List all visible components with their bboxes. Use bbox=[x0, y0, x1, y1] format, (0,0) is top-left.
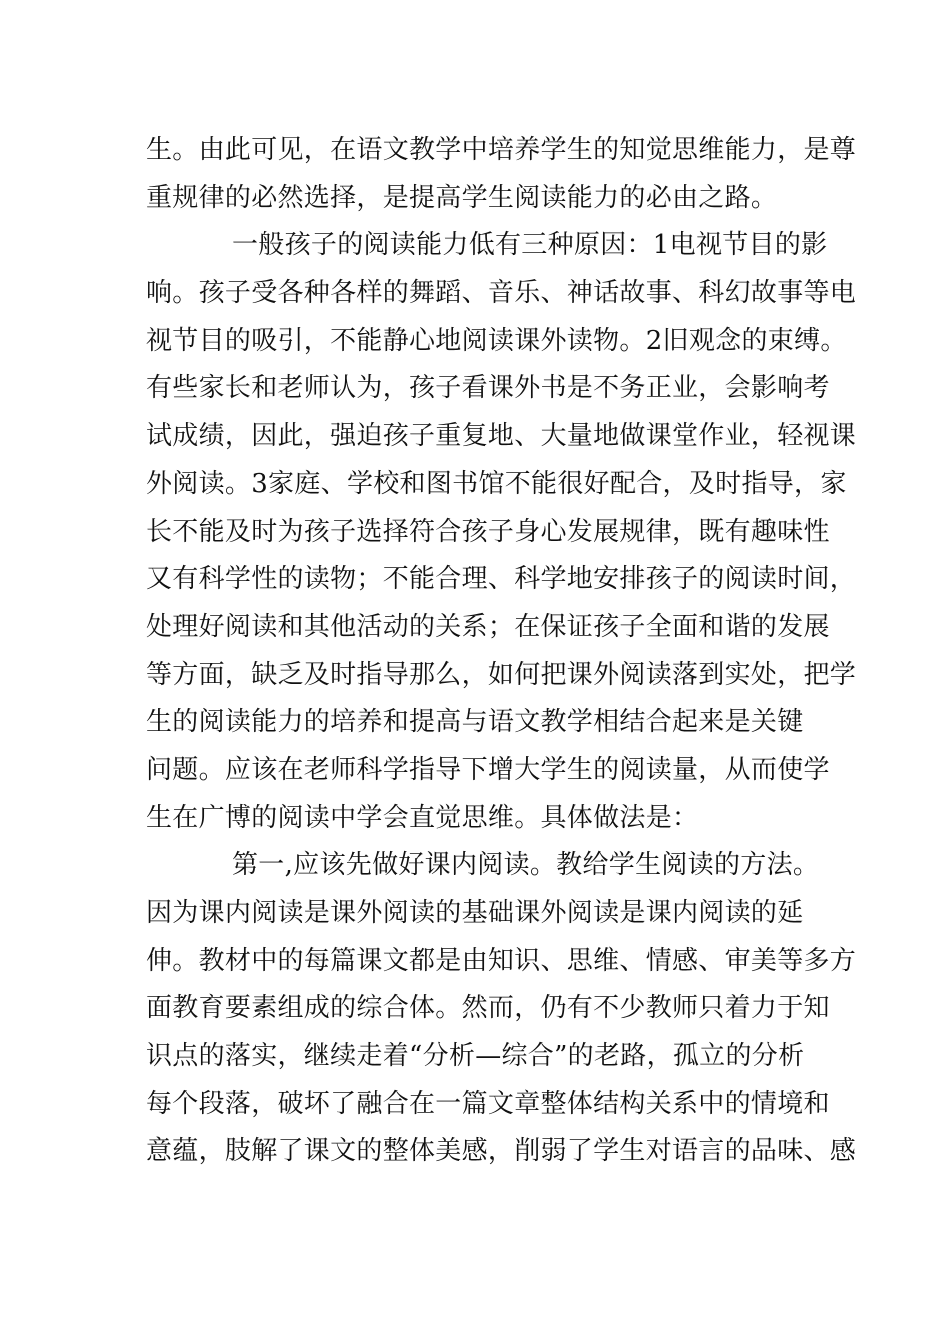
text-line: 有些家长和老师认为，孩子看课外书是不务正业，会影响考 bbox=[146, 373, 830, 404]
text-line: 重规律的必然选择，是提高学生阅读能力的必由之路。 bbox=[146, 182, 778, 213]
text-line: 生。由此可见，在语文教学中培养学生的知觉思维能力，是尊 bbox=[146, 135, 857, 165]
text-line: 又有科学性的读物；不能合理、科学地安排孩子的阅读时间， bbox=[146, 564, 857, 595]
text-line: 等方面，缺乏及时指导那么，如何把课外阅读落到实处，把学 bbox=[146, 659, 857, 690]
text-line: 意蕴，肢解了课文的整体美感，削弱了学生对语言的品味、感 bbox=[146, 1136, 857, 1167]
text-line: 试成绩，因此，强迫孩子重复地、大量地做课堂作业，轻视课 bbox=[146, 421, 857, 452]
text-line: 伸。教材中的每篇课文都是由知识、思维、情感、审美等多方 bbox=[146, 945, 857, 976]
text-line: 视节目的吸引，不能静心地阅读课外读物。2旧观念的束缚。 bbox=[146, 325, 847, 356]
body-text bbox=[146, 127, 857, 1176]
text-line: 因为课内阅读是课外阅读的基础课外阅读是课内阅读的延 bbox=[146, 898, 804, 928]
text-line: 处理好阅读和其他活动的关系；在保证孩子全面和谐的发展 bbox=[146, 611, 830, 642]
text-line: 生在广博的阅读中学会直觉思维。具体做法是： bbox=[146, 802, 699, 833]
text-line: 生的阅读能力的培养和提高与语文教学相结合起来是关键 bbox=[146, 707, 804, 738]
text-line: 长不能及时为孩子选择符合孩子身心发展规律，既有趣味性 bbox=[146, 516, 830, 547]
text-line: 外阅读。3家庭、学校和图书馆不能很好配合，及时指导，家 bbox=[146, 468, 847, 499]
text-line: 识点的落实，继续走着“分析—综合”的老路，孤立的分析 bbox=[146, 1041, 805, 1072]
paragraph-start-line: 一般孩子的阅读能力低有三种原因：1电视节目的影 bbox=[232, 230, 828, 261]
text-line: 每个段落，破坏了融合在一篇文章整体结构关系中的情境和 bbox=[146, 1088, 830, 1119]
paragraph-start-line: 第一,应该先做好课内阅读。教给学生阅读的方法。 bbox=[232, 850, 820, 881]
text-line: 问题。应该在老师科学指导下增大学生的阅读量，从而使学 bbox=[146, 754, 830, 785]
text-line: 响。孩子受各种各样的舞蹈、音乐、神话故事、科幻故事等电 bbox=[146, 278, 857, 309]
text-line: 面教育要素组成的综合体。然而，仍有不少教师只着力于知 bbox=[146, 993, 830, 1024]
